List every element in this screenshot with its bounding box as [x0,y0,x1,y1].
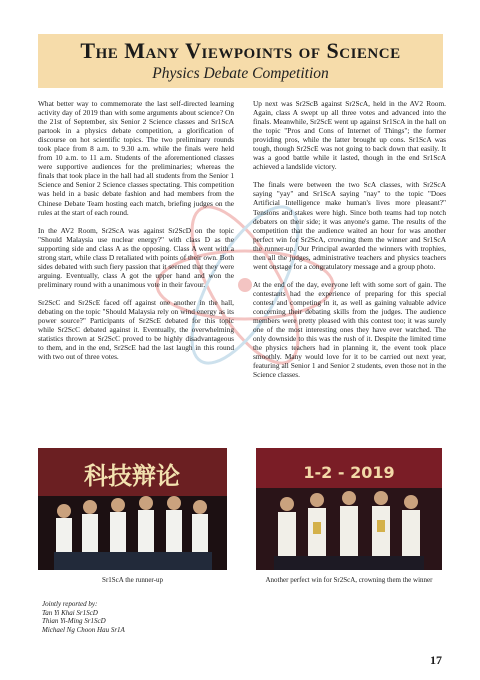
paragraph: Up next was Sr2ScB against Sr2ScA, held in the AV2 Room. Again, class A swept up all three votes and advanced into the finals. Meanwhile, Sr2ScE went up against Sr1ScA in the hall on the topic "Pros and Cons of Internet of Things"; the former providing pros, while the latter brought up cons. Sr1ScA was tough, though Sr2ScE was not going to back down that easily. It was a good battle while it lasted, though in the end Sr1ScA achieved a landslide victory. [253,99,446,172]
reporter-name: Thian Yi-Ming Sr1ScD [42,617,106,626]
right-column [253,99,446,388]
page-number: 17 [430,653,442,667]
runner-up-photo [38,448,227,570]
article-title: The Many Viewpoints of Science [80,38,401,63]
paragraph: At the end of the day, everyone left with some sort of gain. The contestants had the experience of preparing for this special contest and competing in it, as well as gaining valuable advice concerning their debating skills from the judges. The audience members were pretty pleased with this contest too; it was surely one of the most interesting ones they have ever watched. The only downside to this was the rush of it. Despite the limited time the physics teachers had in planning it, the event took place smoothly. Many would love for it to be carried out next year, featuring all Senior 1 and Senior 2 students, even those not in the Science classes. [253,279,446,380]
paragraph: In the AV2 Room, Sr2ScA was against Sr2ScD on the topic "Should Malaysia use nuclear energy?" with class D as the supporting side and class A as the opposing. Class A went with a strong start, while class D retaliated with points of their own. Both sides debated with such fiery passion that it seemed that they were arguing. Eventually, class A got the upper hand and won the preliminary round with a unanimous vote in their favour. [38,225,234,289]
reporter-credits [42,600,125,634]
paragraph: What better way to commemorate the last self-directed learning activity day of 2019 than with some arguments about science? On the 21st of September, six Senior 2 Science classes and Sr1ScA partook in a physics debate competition, a glorification of discourse on hot scientific topics. The two preliminary rounds took place from 8 a.m. to 9.30 a.m. while the finals were held from 10 a.m. to 11 a.m. Students of the aforementioned classes were supportive audiences for the preliminaries; whereas the finals that took place in the hall had all students from the Senior 1 Science and Senior 2 Science classes spectating. This competition was held in a basic debate fashion and had members from the Chinese Debate Team hosting each match, briefing judges on the rules at the start of each round. [38,99,234,217]
paragraph: The finals were between the two ScA classes, with Sr2ScA saying "yay" and Sr1ScA saying "nay" to the topic "Does Artificial Intelligence make human's lives more pleasant?" Tensions and stakes were high. Since both teams had top notch debaters on their side; it was anyone's game. The results of the competition that the audience waited an hour for was another perfect win for Sr2ScA, crowning them the winner and Sr1ScA the runner-up. Our Principal awarded the winners with trophies, then all the judges, administrative teachers and physics teachers went onstage for a congratulatory message and a group photo. [253,180,446,271]
photo-caption: Sr1ScA the runner-up [102,576,163,584]
reporter-heading: Jointly reported by: [42,600,98,608]
photo-caption: Another perfect win for Sr2ScA, crowning them the winner [265,576,433,584]
left-column [38,99,234,370]
winner-photo [256,448,442,570]
photo-banner-text: 科技辩论 [84,462,180,490]
title-banner [38,34,443,88]
paragraph: Sr2ScC and Sr2ScE faced off against one another in the hall, debating on the topic "Should Malaysia rely on wind energy as its power source?" Participants of Sr2ScE debated for this topic while Sr2ScC debated against it. Eventually, the overwhelming statistics thrown at Sr2ScC proved to be highly disadvantageous to them, and in the end, Sr2ScE had the last laugh in this round with two out of three votes. [38,297,234,362]
reporter-name: Tan Yi Khai Sr1ScD [42,608,98,617]
photo-banner-text: 1-2 - 2019 [303,463,395,482]
reporter-name: Michael Ng Choon Hau Sr1A [42,625,125,634]
article-subtitle: Physics Debate Competition [152,65,329,82]
